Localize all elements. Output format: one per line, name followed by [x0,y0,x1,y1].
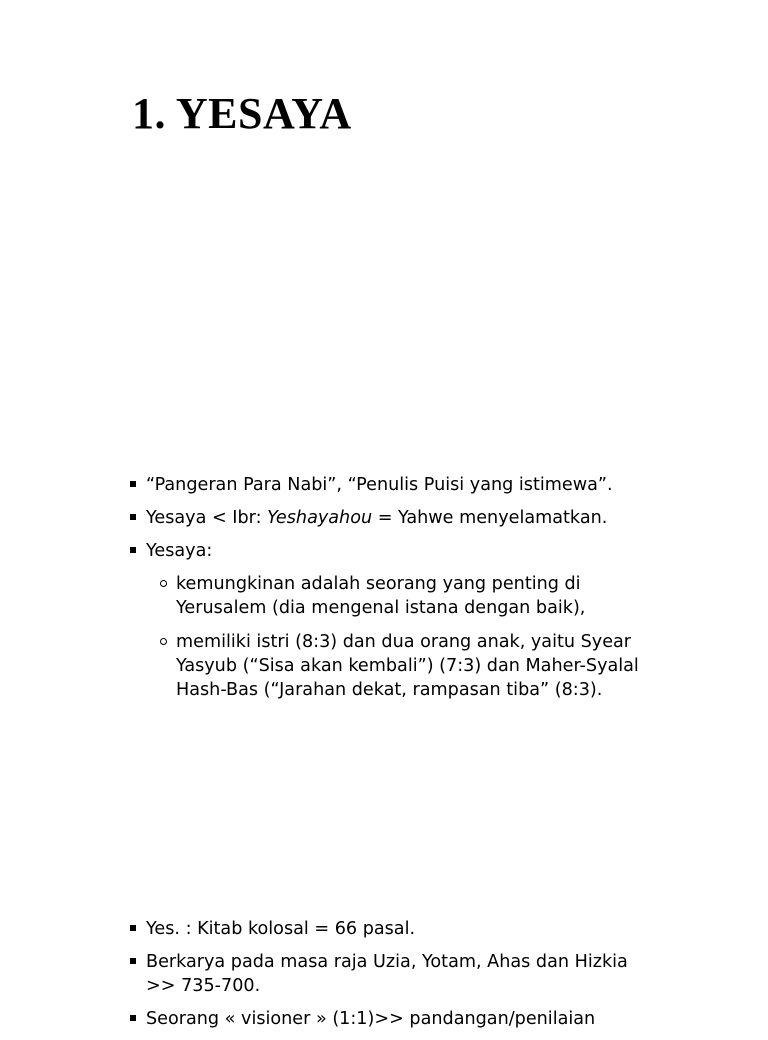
bullet-text: Yes. : Kitab kolosal = 66 pasal. [146,919,416,939]
sub-bullet-text: memiliki istri (8:3) dan dua orang anak, yaitu Syear Yasyub (“Sisa akan kembali”) (7:3) dan Maher-Syalal Hash-Bas (“Jarahan dekat, rampasan tiba” (8:3). [176,632,639,700]
bullet-text-pre: Yesaya < Ibr: [146,508,268,528]
bullet-item [130,950,650,998]
square-bullet-icon [130,481,136,487]
circle-bullet-icon [160,580,167,587]
bullet-text: Berkarya pada masa raja Uzia, Yotam, Ahas dan Hizkia >> 735-700. [146,952,628,996]
circle-bullet-icon [160,638,167,645]
slide-title: 1. YESAYA [132,89,352,138]
square-bullet-icon [130,1015,136,1021]
bullet-text: Seorang « visioner » (1:1)>> pandangan/penilaian [146,1009,596,1029]
bullet-list-bottom [130,917,650,1040]
square-bullet-icon [130,514,136,520]
bullet-text: Yesaya: [146,541,213,561]
bullet-item [130,917,650,941]
sub-bullet-item [130,630,650,702]
bullet-item [130,539,650,563]
sub-bullet-text: kemungkinan adalah seorang yang penting di Yerusalem (dia mengenal istana dengan baik), [176,574,586,618]
bullet-text-post: = Yahwe menyelamatkan. [372,508,608,528]
square-bullet-icon [130,958,136,964]
bullet-text-italic: Yeshayahou [267,508,373,528]
bullet-item [130,1007,650,1031]
bullet-item [130,506,650,530]
square-bullet-icon [130,925,136,931]
bullet-text: “Pangeran Para Nabi”, “Penulis Puisi yang istimewa”. [146,475,613,495]
square-bullet-icon [130,547,136,553]
bullet-list-top [130,473,650,712]
bullet-item [130,473,650,497]
sub-bullet-item [130,572,650,620]
